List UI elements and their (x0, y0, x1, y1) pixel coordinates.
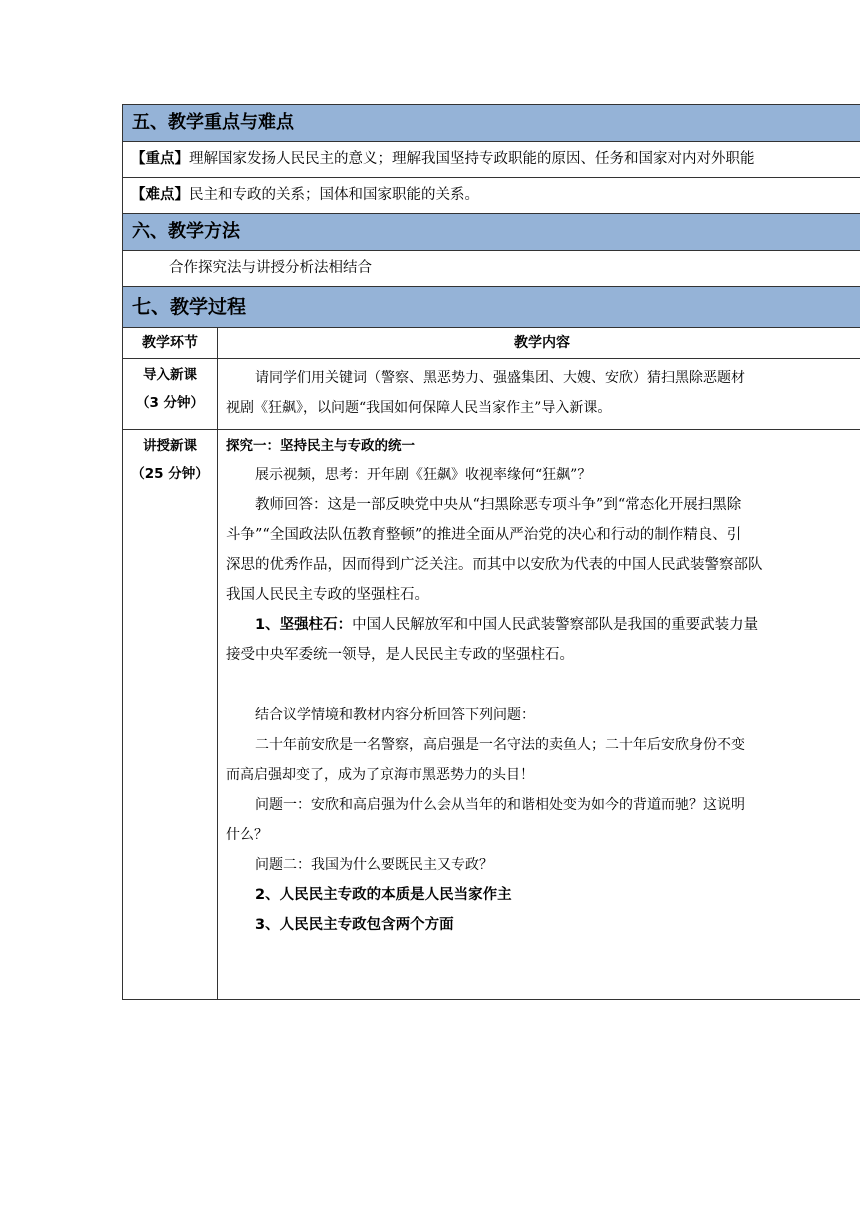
intro-line-1: 请同学们用关键词（警察、黑恶势力、强盛集团、大嫂、安欣）猜扫黑除恶题材 (255, 370, 745, 386)
difficult-point-tag: 【难点】 (131, 187, 189, 203)
section-7-title: 七、教学过程 (123, 287, 860, 328)
stage-name-lecture: 讲授新课 (143, 438, 197, 454)
question-1-line-1: 问题一：安欣和高启强为什么会从当年的和谐相处变为如今的背道而驰？这说明 (255, 797, 745, 813)
lecture-line-4: 深思的优秀作品，因而得到广泛关注。而其中以安欣为代表的中国人民武装警察部队 (226, 557, 763, 573)
stage-cell-lecture (123, 430, 218, 1000)
section-5-title: 五、教学重点与难点 (123, 105, 860, 142)
question-intro: 结合议学情境和教材内容分析回答下列问题： (255, 707, 535, 723)
intro-line-2: 视剧《狂飙》，以问题“我国如何保障人民当家作主”导入新课。 (226, 400, 612, 416)
stage-cell-intro (123, 359, 218, 430)
key-point-line (123, 142, 860, 178)
column-header-content: 教学内容 (218, 328, 860, 359)
lecture-line-5: 我国人民民主专政的坚强柱石。 (226, 587, 429, 603)
difficult-point-line (123, 178, 860, 214)
lecture-line-2: 教师回答：这是一部反映党中央从“扫黑除恶专项斗争”到“常态化开展扫黑除 (255, 497, 742, 513)
question-context-2: 而高启强却变了，成为了京海市黑恶势力的头目！ (226, 767, 534, 783)
lesson-plan-table (122, 104, 860, 1000)
question-1-line-2: 什么？ (226, 827, 268, 843)
content-cell-intro (218, 359, 860, 430)
key-point-tag: 【重点】 (131, 151, 189, 167)
stage-name-intro: 导入新课 (143, 367, 197, 383)
section-6-title: 六、教学方法 (123, 214, 860, 251)
content-cell-lecture (218, 430, 860, 1000)
point-2: 2、人民民主专政的本质是人民当家作主 (255, 887, 512, 903)
teaching-method-text: 合作探究法与讲授分析法相结合 (123, 251, 860, 287)
lecture-line-3: 斗争”“全国政法队伍教育整顿”的推进全面从严治党的决心和行动的制作精良、引 (226, 527, 742, 543)
question-context-1: 二十年前安欣是一名警察，高启强是一名守法的卖鱼人；二十年后安欣身份不变 (255, 737, 745, 753)
point-1-line (226, 610, 860, 640)
lecture-line-1: 展示视频，思考：开年剧《狂飙》收视率缘何“狂飙”？ (255, 467, 592, 483)
point-1-bold: 1、坚强柱石： (255, 617, 353, 633)
point-3: 3、人民民主专政包含两个方面 (255, 917, 454, 933)
point-1-text: 中国人民解放军和中国人民武装警察部队是我国的重要武装力量 (352, 617, 759, 633)
column-header-stage: 教学环节 (123, 328, 218, 359)
inquiry-heading: 探究一：坚持民主与专政的统一 (226, 438, 415, 454)
difficult-point-text: 民主和专政的关系；国体和国家职能的关系。 (189, 187, 479, 203)
key-point-text: 理解国家发扬人民民主的意义；理解我国坚持专政职能的原因、任务和国家对内对外职能 (189, 151, 755, 167)
stage-time-lecture: （25 分钟） (131, 466, 209, 482)
point-1-line-2: 接受中央军委统一领导，是人民民主专政的坚强柱石。 (226, 647, 574, 663)
question-2: 问题二：我国为什么要既民主又专政？ (255, 857, 493, 873)
stage-time-intro: （3 分钟） (135, 395, 205, 411)
blank-line (226, 670, 860, 700)
